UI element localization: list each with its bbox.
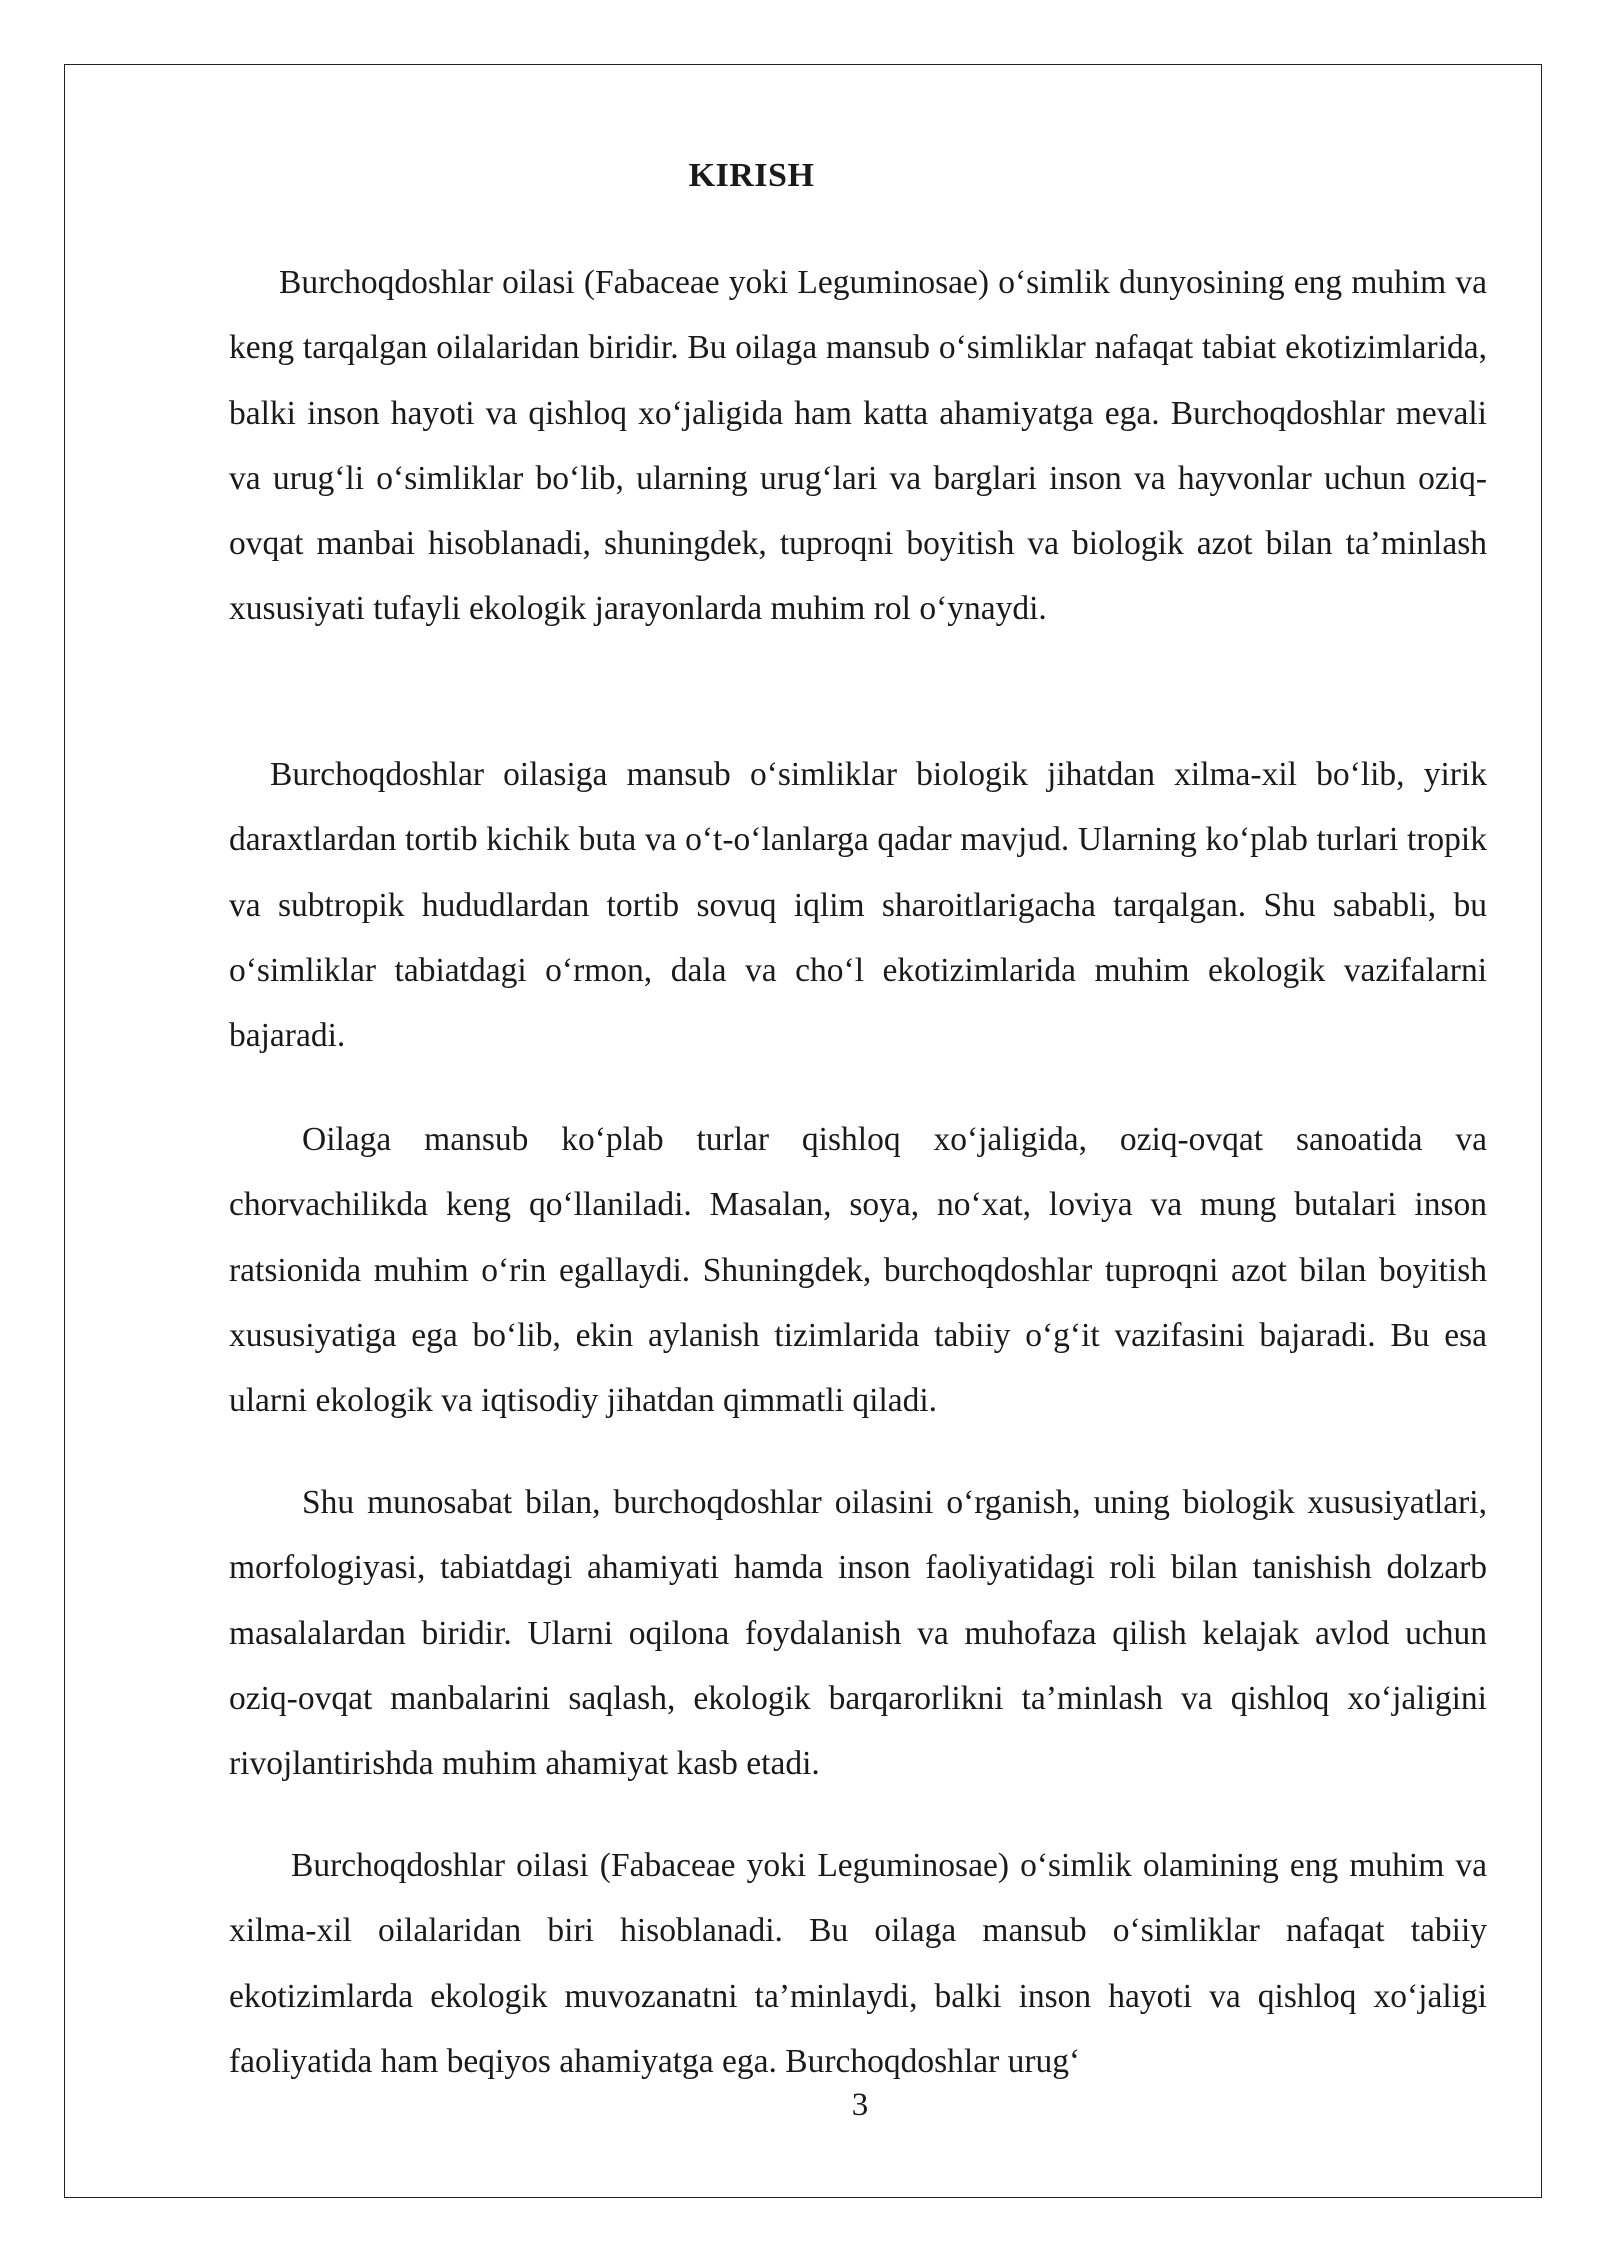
- paragraph-5: Burchoqdoshlar oilasi (Fabaceae yoki Leguminosae) o‘simlik olamining eng muhim va xilma-xil oilalaridan biri hisoblanadi. Bu oilaga mansub o‘simliklar nafaqat tabiiy ekotizimlarda ekologik muvozanatni ta’minlaydi, balki inson hayoti va qishloq xo‘jaligi faoliyatida ham beqiyos ahamiyatga ega. Burchoqdoshlar urug‘: [229, 1847, 1487, 2080]
- page-number: 3: [851, 2087, 869, 2123]
- paragraph-2: Burchoqdoshlar oilasiga mansub o‘simliklar biologik jihatdan xilma-xil bo‘lib, yirik daraxtlardan tortib kichik buta va o‘t-o‘lanlarga qadar mavjud. Ularning ko‘plab turlari tropik va subtropik hududlardan tortib sovuq iqlim sharoitlarigacha tarqalgan. Shu sababli, bu o‘simliklar tabiatdagi o‘rmon, dala va cho‘l ekotizimlarida muhim ekologik vazifalarni bajaradi.: [229, 756, 1487, 1055]
- paragraph-3: Oilaga mansub ko‘plab turlar qishloq xo‘jaligida, oziq-ovqat sanoatida va chorvachilikda keng qo‘llaniladi. Masalan, soya, no‘xat, loviya va mung butalari inson ratsionida muhim o‘rin egallaydi. Shuningdek, burchoqdoshlar tuproqni azot bilan boyitish xususiyatiga ega bo‘lib, ekin aylanish tizimlarida tabiiy o‘g‘it vazifasini bajaradi. Bu esa ularni ekologik va iqtisodiy jihatdan qimmatli qiladi.: [229, 1121, 1487, 1420]
- page-heading: KIRISH: [688, 157, 815, 194]
- paragraph-4: Shu munosabat bilan, burchoqdoshlar oilasini o‘rganish, uning biologik xususiyatlari, morfologiyasi, tabiatdagi ahamiyati hamda inson faoliyatidagi roli bilan tanishish dolzarb masalalardan biridir. Ularni oqilona foydalanish va muhofaza qilish kelajak avlod uchun oziq-ovqat manbalarini saqlash, ekologik barqarorlikni ta’minlash va qishloq xo‘jaligini rivojlantirishda muhim ahamiyat kasb etadi.: [229, 1484, 1487, 1783]
- paragraph-1: Burchoqdoshlar oilasi (Fabaceae yoki Leguminosae) o‘simlik dunyosining eng muhim va keng tarqalgan oilalaridan biridir. Bu oilaga mansub o‘simliklar nafaqat tabiat ekotizimlarida, balki inson hayoti va qishloq xo‘jaligida ham katta ahamiyatga ega. Burchoqdoshlar mevali va urug‘li o‘simliklar bo‘lib, ularning urug‘lari va barglari inson va hayvonlar uchun oziq-ovqat manbai hisoblanadi, shuningdek, tuproqni boyitish va biologik azot bilan ta’minlash xususiyati tufayli ekologik jarayonlarda muhim rol o‘ynaydi.: [229, 264, 1487, 628]
